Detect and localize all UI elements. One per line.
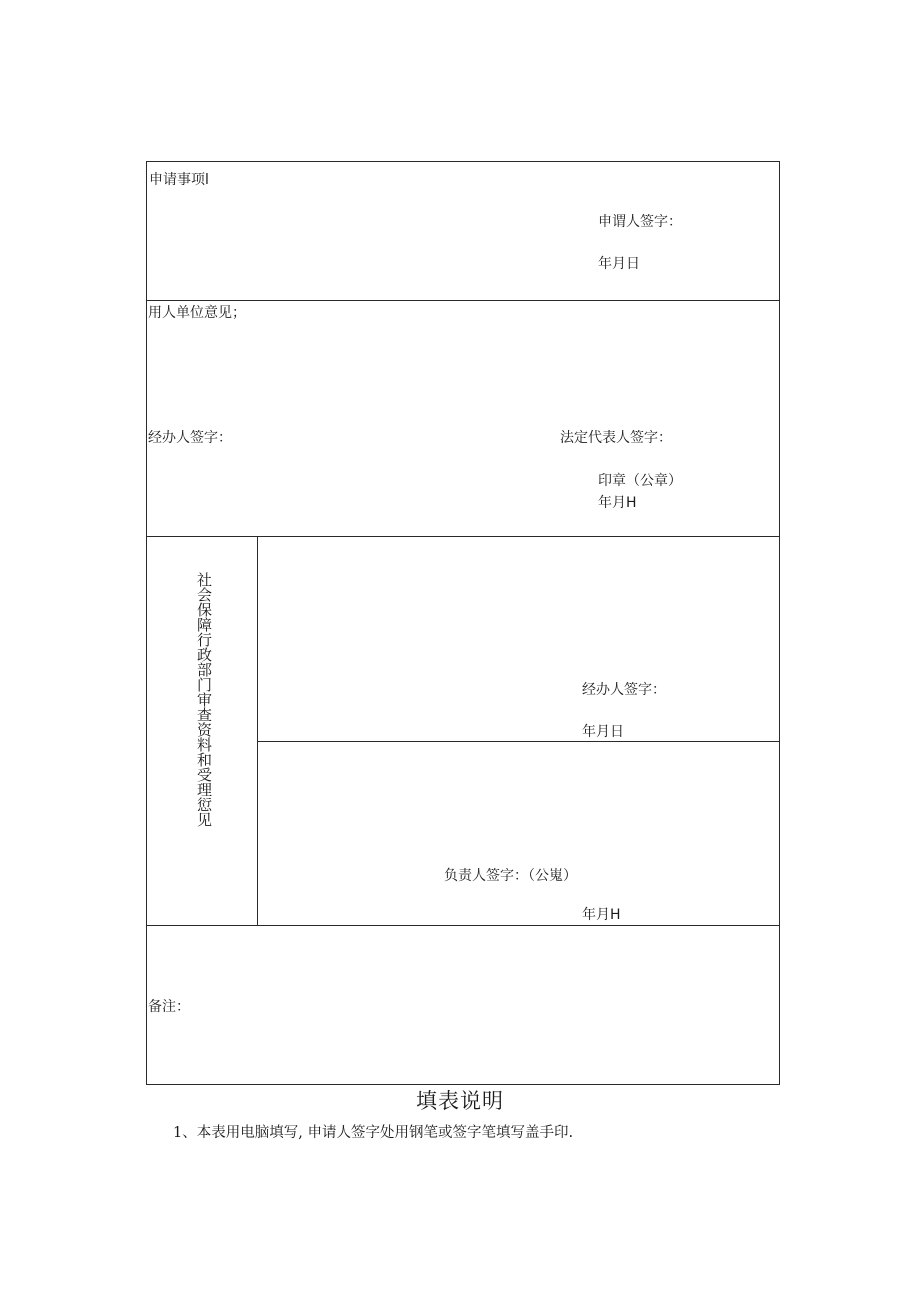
divider-review-label-column	[257, 536, 258, 925]
application-item-label: 申请事项l	[149, 172, 209, 188]
employer-handler-signature-label: 经办人签字：	[148, 430, 232, 446]
official-seal-label: 印章（公章）	[598, 473, 682, 489]
review-section-vertical-label: 社会保障行政部门审查资料和受理愆见	[195, 572, 213, 827]
review-handler-date-label: 年月日	[582, 724, 624, 740]
legal-representative-signature-label: 法定代表人签字：	[560, 430, 672, 446]
divider-application-employer	[146, 300, 780, 301]
employer-date-label: 年月H	[598, 495, 637, 511]
applicant-signature-label: 申谓人签字：	[598, 214, 682, 230]
review-leader-signature-label: 负责人签字：（公嵬）	[444, 868, 577, 884]
divider-review-remarks	[146, 925, 780, 926]
employer-opinion-label: 用人单位意见；	[148, 305, 246, 321]
remarks-label: 备注：	[148, 999, 190, 1015]
review-handler-signature-label: 经办人签字：	[582, 682, 666, 698]
divider-employer-review	[146, 536, 780, 537]
review-leader-date-label: 年月H	[582, 907, 621, 923]
instructions-title: 填表说明	[416, 1089, 504, 1113]
divider-review-inner	[258, 741, 780, 742]
application-date-label: 年月日	[598, 256, 640, 272]
instructions-item-1: 1、本表用电脑填写, 申请人签字处用钢笔或签字笔填写盖手印.	[173, 1125, 574, 1141]
